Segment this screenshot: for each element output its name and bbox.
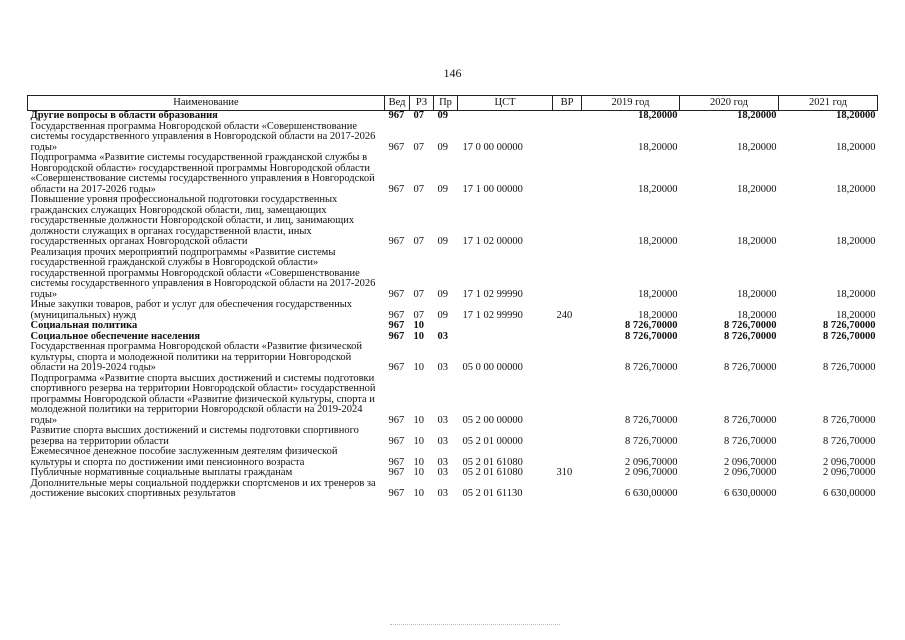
cell-2019: 8 726,70000: [625, 320, 678, 331]
cell-2021: 18,20000: [836, 141, 876, 153]
cell-pr: 09: [437, 110, 448, 121]
cell-pr: 03: [437, 362, 448, 373]
cell-pr: 03: [437, 330, 448, 342]
cell-ved: 967: [388, 288, 405, 300]
cell-rz: 07: [413, 309, 424, 321]
cell-pr: 09: [437, 183, 448, 195]
cell-name: Публичные нормативные социальные выплаты гражданам: [30, 467, 293, 478]
cell-vr: [553, 374, 582, 427]
cell-2019: 18,20000: [638, 141, 678, 153]
cell-pr: 03: [437, 435, 448, 447]
cell-rz: 07: [413, 236, 424, 247]
cell-2020: 8 726,70000: [724, 414, 777, 426]
cell-2021: 18,20000: [836, 288, 876, 300]
cell-2020: 8 726,70000: [724, 362, 777, 373]
cell-cst: [458, 111, 553, 122]
cell-2021: 2 096,70000: [823, 456, 876, 468]
cell-2020: 2 096,70000: [724, 467, 777, 478]
table-row: [28, 300, 878, 321]
cell-vr: [553, 447, 582, 468]
cell-2020: 6 630,00000: [724, 488, 777, 499]
cell-pr: 09: [437, 141, 448, 153]
cell-name: Развитие спорта высших достижений и системы подготовки спортивного резерва на территории области: [30, 425, 359, 447]
cell-2020: 18,20000: [737, 141, 777, 153]
cell-cst: 17 1 02 00000: [462, 236, 523, 247]
cell-vr: [553, 248, 582, 301]
cell-rz: 10: [413, 467, 424, 478]
cell-ved: 967: [388, 330, 405, 342]
cell-rz: 10: [413, 362, 424, 373]
table-row: [28, 426, 878, 447]
table-row: [28, 248, 878, 301]
cell-cst: 17 1 02 99990: [462, 309, 523, 321]
cell-ved: 967: [388, 414, 405, 426]
cell-vr: [553, 332, 582, 343]
cell-cst: 17 0 00 00000: [462, 141, 523, 153]
cell-name: Дополнительные меры социальной поддержки спортсменов и их тренеров за достижение высоких спортивных результатов: [30, 477, 376, 499]
cell-cst: 05 0 00 00000: [462, 362, 523, 373]
scan-artifact: [390, 624, 560, 626]
cell-cst: 05 2 01 00000: [462, 435, 523, 447]
cell-name: Иные закупки товаров, работ и услуг для обеспечения государственных (муниципальных) нужд: [30, 299, 353, 321]
header-vr: ВР: [553, 96, 582, 111]
cell-vr: [553, 321, 582, 332]
cell-cst: [458, 332, 553, 343]
cell-rz: 07: [413, 141, 424, 153]
cell-2021: 8 726,70000: [823, 362, 876, 373]
header-ved: Вед: [385, 96, 410, 111]
cell-vr: [553, 479, 582, 500]
cell-2020: 18,20000: [737, 236, 777, 247]
cell-2020: 18,20000: [737, 309, 777, 321]
cell-2020: 8 726,70000: [724, 330, 777, 342]
cell-2020: 2 096,70000: [724, 456, 777, 468]
cell-rz: 10: [413, 414, 424, 426]
table-row: [28, 195, 878, 248]
cell-ved: 967: [388, 309, 405, 321]
cell-2019: 8 726,70000: [625, 414, 678, 426]
cell-2020: 18,20000: [737, 183, 777, 195]
cell-ved: 967: [388, 467, 405, 478]
cell-rz: 07: [413, 110, 424, 121]
cell-2021: 18,20000: [836, 110, 876, 121]
table-row: [28, 374, 878, 427]
cell-pr: [434, 321, 458, 332]
cell-name: Государственная программа Новгородской области «Развитие физической культуры, спорта и молодежной политики на территории Новгородской области на 2019-2024 годы»: [30, 341, 363, 373]
cell-name: Подпрограмма «Развитие системы государственной гражданской службы в Новгородской области» государственной программы Новгородской области «Совершенствование системы государственного управления в Новгородской области на 2017-2026 годы»: [30, 152, 375, 195]
cell-2019: 18,20000: [638, 288, 678, 300]
header-2019: 2019 год: [582, 96, 680, 111]
cell-name: Подпрограмма «Развитие спорта высших достижений и системы подготовки спортивного резерва на территории Новгородской области» государственной программы Новгородской области «Развитие физической культуры, спорта и молодежной политики на территории Новгородской области на 2019-2024 годы»: [30, 372, 376, 426]
cell-2019: 6 630,00000: [625, 488, 678, 499]
cell-2021: 8 726,70000: [823, 435, 876, 447]
cell-pr: 03: [437, 414, 448, 426]
header-name: Наименование: [28, 96, 385, 111]
cell-vr: [553, 111, 582, 122]
header-cst: ЦСТ: [458, 96, 553, 111]
table-row: [28, 447, 878, 468]
cell-name: Реализация прочих мероприятий подпрограммы «Развитие системы государственной гражданской службы в Новгородской области» государственной программы Новгородской области «Совершенствование системы государственного управления в Новгородской области на 2017-2026 годы»: [30, 246, 376, 300]
header-2020: 2020 год: [680, 96, 779, 111]
cell-pr: 03: [437, 488, 448, 499]
cell-pr: 09: [437, 236, 448, 247]
cell-2019: 8 726,70000: [625, 435, 678, 447]
cell-name: Повышение уровня профессиональной подготовки государственных гражданских служащих Новгородской области, лиц, замещающих государственные должности Новгородской области, и лиц, занимающих должности служащих в органах государственной власти, иных государственных органах Новгородской области: [30, 194, 355, 247]
cell-vr: [553, 122, 582, 154]
cell-vr: [553, 153, 582, 195]
cell-2021: 6 630,00000: [823, 488, 876, 499]
cell-ved: 967: [388, 362, 405, 373]
cell-cst: 05 2 00 00000: [462, 414, 523, 426]
cell-2021: 18,20000: [836, 183, 876, 195]
cell-2019: 8 726,70000: [625, 362, 678, 373]
cell-ved: 967: [388, 320, 405, 331]
cell-2021: 2 096,70000: [823, 467, 876, 478]
cell-name: Государственная программа Новгородской области «Совершенствование системы государственного управления в Новгородской области на 2017-2026 годы»: [30, 120, 376, 153]
cell-rz: 07: [413, 183, 424, 195]
cell-ved: 967: [388, 236, 405, 247]
table-row: [28, 479, 878, 500]
cell-name: Другие вопросы в области образования: [30, 110, 218, 121]
table-row: [28, 122, 878, 154]
cell-rz: 10: [413, 456, 424, 468]
cell-ved: 967: [388, 110, 405, 121]
cell-ved: 967: [388, 141, 405, 153]
cell-2019: 18,20000: [638, 183, 678, 195]
cell-ved: 967: [388, 435, 405, 447]
cell-pr: 03: [437, 456, 448, 468]
table-body: [28, 111, 878, 500]
cell-cst: 05 2 01 61130: [462, 488, 523, 499]
cell-name: Ежемесячное денежное пособие заслуженным деятелям физической культуры и спорта по достижении ими пенсионного возраста: [30, 446, 338, 468]
cell-2020: 8 726,70000: [724, 320, 777, 331]
cell-cst: 05 2 01 61080: [462, 456, 523, 468]
cell-2021: 8 726,70000: [823, 330, 876, 342]
cell-2019: 2 096,70000: [625, 467, 678, 478]
cell-2021: 18,20000: [836, 236, 876, 247]
cell-2019: 18,20000: [638, 236, 678, 247]
cell-cst: 17 1 00 00000: [462, 183, 523, 195]
header-pr: Пр: [434, 96, 458, 111]
table-row: [28, 342, 878, 374]
cell-vr: 240: [556, 309, 573, 321]
table-row: [28, 468, 878, 479]
table-row: [28, 321, 878, 332]
cell-vr: 310: [556, 467, 573, 478]
cell-cst: 05 2 01 61080: [462, 467, 523, 478]
cell-2019: 18,20000: [638, 110, 678, 121]
cell-ved: 967: [388, 456, 405, 468]
cell-vr: [553, 195, 582, 248]
cell-ved: 967: [388, 488, 405, 499]
cell-vr: [553, 426, 582, 447]
budget-table: [27, 95, 878, 500]
cell-name: Социальная политика: [30, 320, 138, 331]
cell-2020: 18,20000: [737, 288, 777, 300]
table-header-row: [28, 96, 878, 111]
cell-vr: [553, 342, 582, 374]
cell-2021: 8 726,70000: [823, 414, 876, 426]
cell-rz: 10: [413, 488, 424, 499]
cell-name: Социальное обеспечение населения: [30, 330, 201, 342]
cell-cst: [458, 321, 553, 332]
cell-pr: 03: [437, 467, 448, 478]
cell-pr: 09: [437, 309, 448, 321]
page-number: 146: [443, 66, 462, 80]
header-rz: РЗ: [410, 96, 434, 111]
cell-2019: 18,20000: [638, 309, 678, 321]
table-row: [28, 153, 878, 195]
cell-2019: 8 726,70000: [625, 330, 678, 342]
cell-rz: 10: [413, 330, 424, 342]
cell-2020: 8 726,70000: [724, 435, 777, 447]
header-2021: 2021 год: [779, 96, 878, 111]
cell-pr: 09: [437, 288, 448, 300]
cell-2020: 18,20000: [737, 110, 777, 121]
cell-rz: 10: [413, 320, 424, 331]
cell-2021: 8 726,70000: [823, 320, 876, 331]
cell-ved: 967: [388, 183, 405, 195]
cell-rz: 07: [413, 288, 424, 300]
table-row: [28, 111, 878, 122]
cell-2021: 18,20000: [836, 309, 876, 321]
cell-cst: 17 1 02 99990: [462, 288, 523, 300]
cell-rz: 10: [413, 435, 424, 447]
cell-2019: 2 096,70000: [625, 456, 678, 468]
